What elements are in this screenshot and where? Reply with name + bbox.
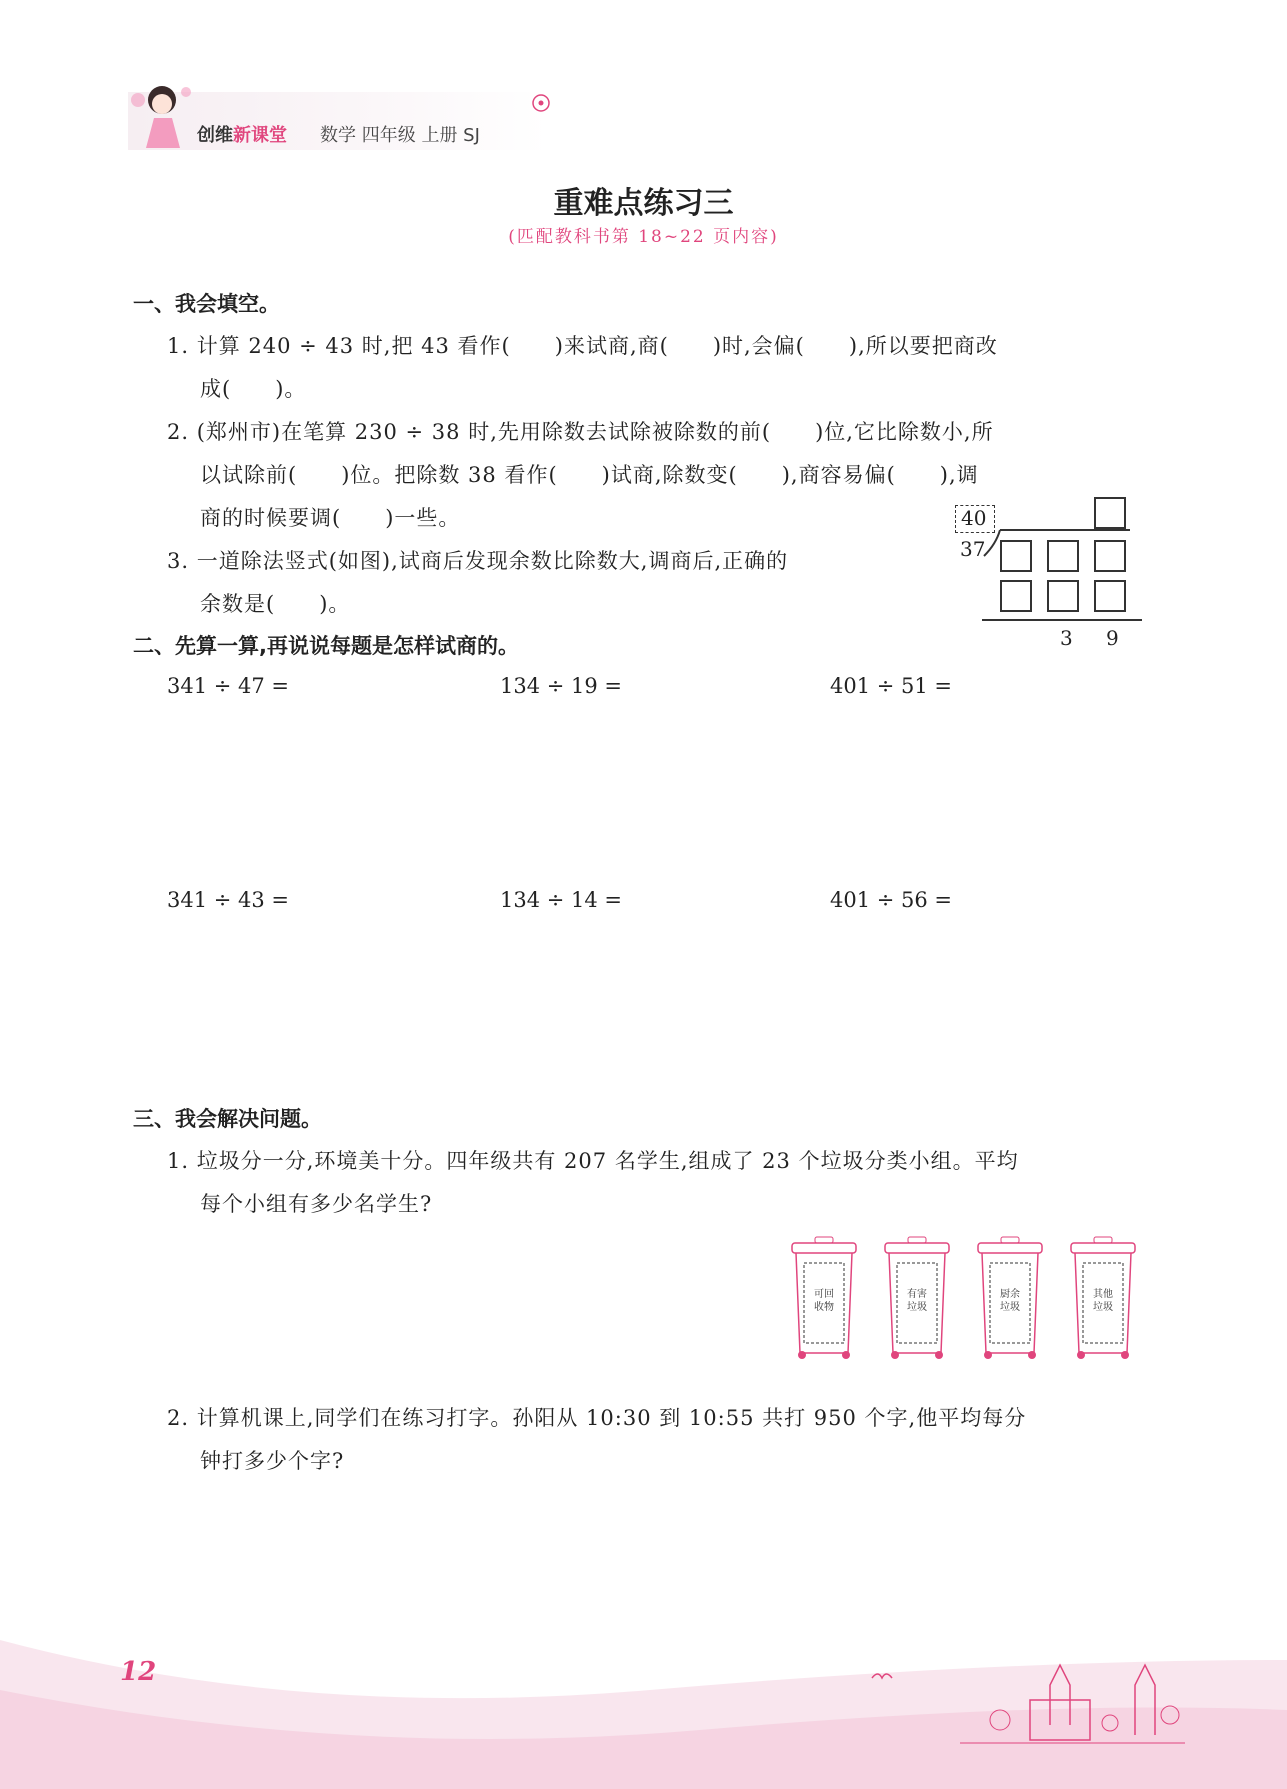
dividend-box-2[interactable] [1047, 540, 1079, 572]
page-title: 重难点练习三 [553, 186, 734, 221]
flower-icon [530, 92, 552, 114]
bin-recyclable-icon [792, 1237, 856, 1359]
problem2-line2: 钟打多少个字? [200, 1449, 345, 1473]
dividend-box-1[interactable] [1000, 540, 1032, 572]
remainder-digit-2: 9 [1106, 626, 1119, 650]
header-brand [197, 121, 287, 147]
equation-5: 134 ÷ 14 = [500, 888, 623, 912]
castle-illustration-icon [960, 1655, 1185, 1750]
q1-line2: 成( )。 [200, 377, 307, 401]
q2-line1: 2. (郑州市)在笔算 230 ÷ 38 时,先用除数去试除被除数的前( )位,它比除数小,所 [167, 420, 994, 444]
page-number: 12 [120, 1657, 157, 1687]
bin4-label-line2: 垃圾 [1093, 1302, 1113, 1313]
bin-hazardous-icon [885, 1237, 949, 1359]
equation-3: 401 ÷ 51 = [830, 674, 953, 698]
section2-heading: 二、先算一算,再说说每题是怎样试商的。 [133, 634, 519, 658]
equation-6: 401 ÷ 56 = [830, 888, 953, 912]
remainder-digit-1: 3 [1060, 626, 1073, 650]
bin3-label-line1: 厨余 [1000, 1289, 1020, 1300]
bin2-label-line1: 有害 [907, 1289, 927, 1300]
section1-heading: 一、我会填空。 [133, 292, 280, 316]
page-subtitle: (匹配教科书第 18~22 页内容) [508, 227, 779, 247]
q2-line3: 商的时候要调( )一些。 [200, 506, 461, 530]
q2-line2: 以试除前( )位。把除数 38 看作( )试商,除数变( ),商容易偏( ),调 [200, 463, 979, 487]
bin3-label-line2: 垃圾 [1000, 1302, 1020, 1313]
section3-heading: 三、我会解决问题。 [133, 1107, 322, 1131]
bin-other-icon [1071, 1237, 1135, 1359]
equation-1: 341 ÷ 47 = [167, 674, 290, 698]
divisor-value: 37 [960, 537, 986, 561]
bird-icon [870, 1668, 894, 1688]
bin2-label-line2: 垃圾 [907, 1302, 927, 1313]
equation-4: 341 ÷ 43 = [167, 888, 290, 912]
header-subject: 数学 四年级 上册 SJ [320, 125, 480, 146]
girl-mascot-icon [126, 78, 196, 154]
subtraction-line [982, 619, 1142, 621]
equation-2: 134 ÷ 19 = [500, 674, 623, 698]
header-brand-a: 创维 [197, 125, 233, 146]
dividend-box-3[interactable] [1094, 540, 1126, 572]
product-box-1[interactable] [1000, 580, 1032, 612]
bin-kitchen-icon [978, 1237, 1042, 1359]
bin1-label-line1: 可回 [814, 1289, 834, 1300]
problem2-line1: 2. 计算机课上,同学们在练习打字。孙阳从 10:30 到 10:55 共打 950 个字,他平均每分 [167, 1406, 1027, 1430]
problem1-line2: 每个小组有多少名学生? [200, 1192, 433, 1216]
q3-line2: 余数是( )。 [200, 592, 351, 616]
product-box-3[interactable] [1094, 580, 1126, 612]
bin1-label-line2: 收物 [814, 1302, 834, 1313]
problem1-line1: 1. 垃圾分一分,环境美十分。四年级共有 207 名学生,组成了 23 个垃圾分类小组。平均 [167, 1149, 1019, 1173]
q3-line1: 3. 一道除法竖式(如图),试商后发现余数比除数大,调商后,正确的 [167, 549, 789, 573]
header-brand-b: 新课堂 [233, 125, 287, 146]
bin4-label-line1: 其他 [1093, 1289, 1113, 1300]
product-box-2[interactable] [1047, 580, 1079, 612]
quotient-box[interactable] [1094, 497, 1126, 529]
estimate-value: 40 [961, 506, 987, 530]
q1-line1: 1. 计算 240 ÷ 43 时,把 43 看作( )来试商,商( )时,会偏( ),所以要把商改 [167, 334, 998, 358]
trash-bins-illustration [790, 1235, 1140, 1361]
